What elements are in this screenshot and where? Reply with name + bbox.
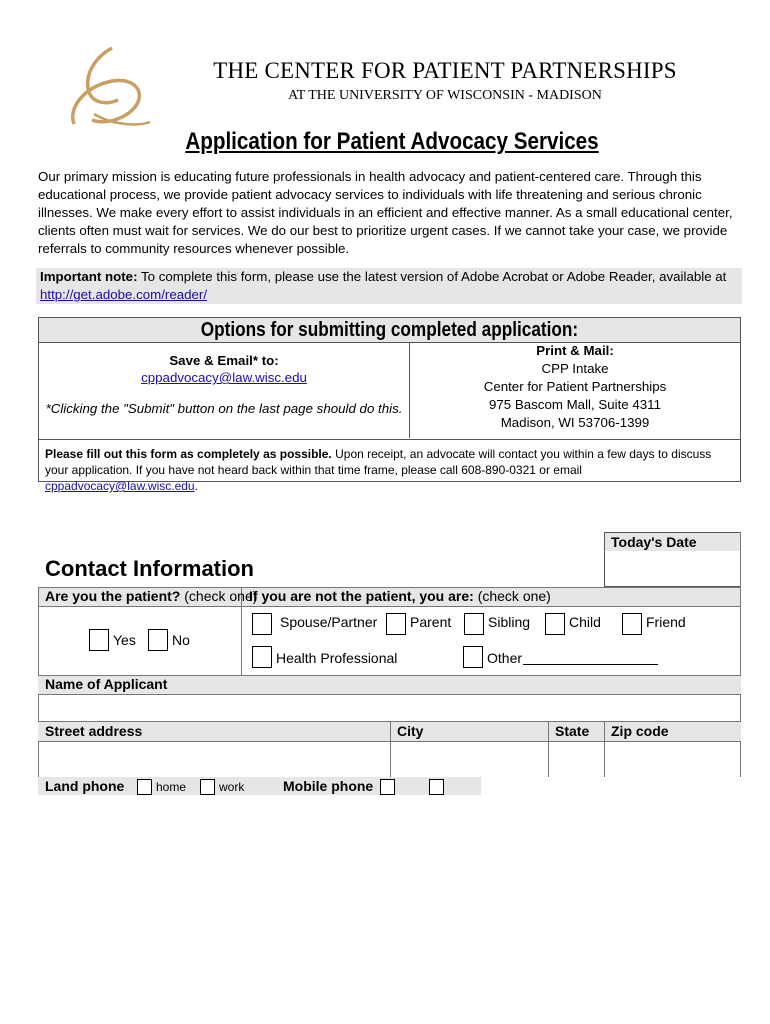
todays-date-label: Today's Date xyxy=(611,534,697,550)
if-not-patient-label: If you are not the patient, you are: (check one) xyxy=(249,588,551,604)
mission-statement: Our primary mission is educating future professionals in health advocacy and patient-centered care. Through this educational process, we provide patient advocacy services to individuals with life threatening and serious chronic illnesses. We make every effort to assist individuals in an efficient and effective manner. As a small educational center, clients often must wait for services. We do our best to prioritize urgent cases. If we cannot take your case, we provide referrals to community resources whenever possible. xyxy=(38,169,733,256)
mobile-checkbox-2[interactable] xyxy=(429,779,444,795)
mail-line: 975 Bascom Mall, Suite 4311 xyxy=(489,397,661,412)
name-of-applicant-label: Name of Applicant xyxy=(45,676,168,692)
health-professional-label: Health Professional xyxy=(276,650,398,666)
state-input[interactable] xyxy=(549,742,604,776)
form-title: Application for Patient Advocacy Services xyxy=(185,128,599,155)
adobe-reader-link[interactable]: http://get.adobe.com/reader/ xyxy=(40,287,208,302)
footer-bold: Please fill out this form as completely as possible. xyxy=(45,447,332,461)
home-checkbox[interactable] xyxy=(137,779,152,795)
important-note xyxy=(36,268,742,304)
footer-text: Upon receipt, an advocate will contact you within a few days to discuss your application. If you have not heard back within that time frame, please call 608-890-0321 or email xyxy=(45,447,712,477)
options-footer xyxy=(39,439,740,493)
relation-label: Sibling xyxy=(488,614,531,630)
yes-label: Yes xyxy=(113,632,136,648)
are-you-patient-label: Are you the patient? (check one) xyxy=(45,588,258,604)
footer-email-link[interactable]: cppadvocacy@law.wisc.edu xyxy=(45,479,195,493)
mail-option xyxy=(410,343,740,438)
state-label: State xyxy=(555,723,590,739)
no-checkbox[interactable] xyxy=(148,629,168,651)
mobile-phone-label: Mobile phone xyxy=(283,778,374,794)
relation-label: Spouse/Partner xyxy=(280,614,378,630)
health-professional-checkbox[interactable] xyxy=(252,646,272,668)
mail-line: CPP Intake xyxy=(541,361,609,376)
other-checkbox[interactable] xyxy=(463,646,483,668)
relation-label: Friend xyxy=(646,614,686,630)
sibling-checkbox[interactable] xyxy=(464,613,484,635)
other-input-line[interactable] xyxy=(523,664,658,665)
footer-end: . xyxy=(194,479,198,493)
email-note: *Clicking the "Submit" button on the last page should do this. xyxy=(45,401,403,416)
submission-options-box xyxy=(38,317,741,493)
zip-code-input[interactable] xyxy=(605,742,740,776)
org-subtitle: AT THE UNIVERSITY OF WISCONSIN - MADISON xyxy=(288,88,602,103)
contact-information-heading: Contact Information xyxy=(45,556,254,581)
land-phone-label: Land phone xyxy=(45,778,125,794)
options-heading: Options for submitting completed application: xyxy=(39,318,740,343)
email-link[interactable]: cppadvocacy@law.wisc.edu xyxy=(141,370,307,385)
home-label: home xyxy=(156,780,187,794)
yes-checkbox[interactable] xyxy=(89,629,109,651)
note-label: Important note: xyxy=(40,269,138,284)
child-checkbox[interactable] xyxy=(545,613,565,635)
work-checkbox[interactable] xyxy=(200,779,215,795)
spouse-partner-checkbox[interactable] xyxy=(252,613,272,635)
relation-label: Parent xyxy=(410,614,452,630)
zip-code-label: Zip code xyxy=(611,723,669,739)
city-label: City xyxy=(397,723,424,739)
todays-date-input[interactable] xyxy=(605,552,740,586)
other-label: Other xyxy=(487,650,523,666)
name-of-applicant-input[interactable] xyxy=(39,695,740,721)
relation-label: Child xyxy=(569,614,601,630)
mobile-checkbox[interactable] xyxy=(380,779,395,795)
street-address-input[interactable] xyxy=(39,742,390,776)
work-label: work xyxy=(219,780,245,794)
org-title: THE CENTER FOR PATIENT PARTNERSHIPS xyxy=(213,58,677,83)
mail-heading: Print & Mail: xyxy=(536,343,614,358)
mail-line: Madison, WI 53706-1399 xyxy=(500,415,650,430)
no-label: No xyxy=(172,632,190,648)
mail-line: Center for Patient Partnerships xyxy=(483,379,667,394)
email-option xyxy=(39,343,410,438)
note-text: To complete this form, please use the latest version of Adobe Acrobat or Adobe Reader, available at xyxy=(137,269,727,284)
todays-date-box xyxy=(604,532,741,587)
parent-checkbox[interactable] xyxy=(386,613,406,635)
city-input[interactable] xyxy=(391,742,548,776)
street-address-label: Street address xyxy=(45,723,143,739)
friend-checkbox[interactable] xyxy=(622,613,642,635)
email-heading: Save & Email* to: xyxy=(169,353,279,368)
